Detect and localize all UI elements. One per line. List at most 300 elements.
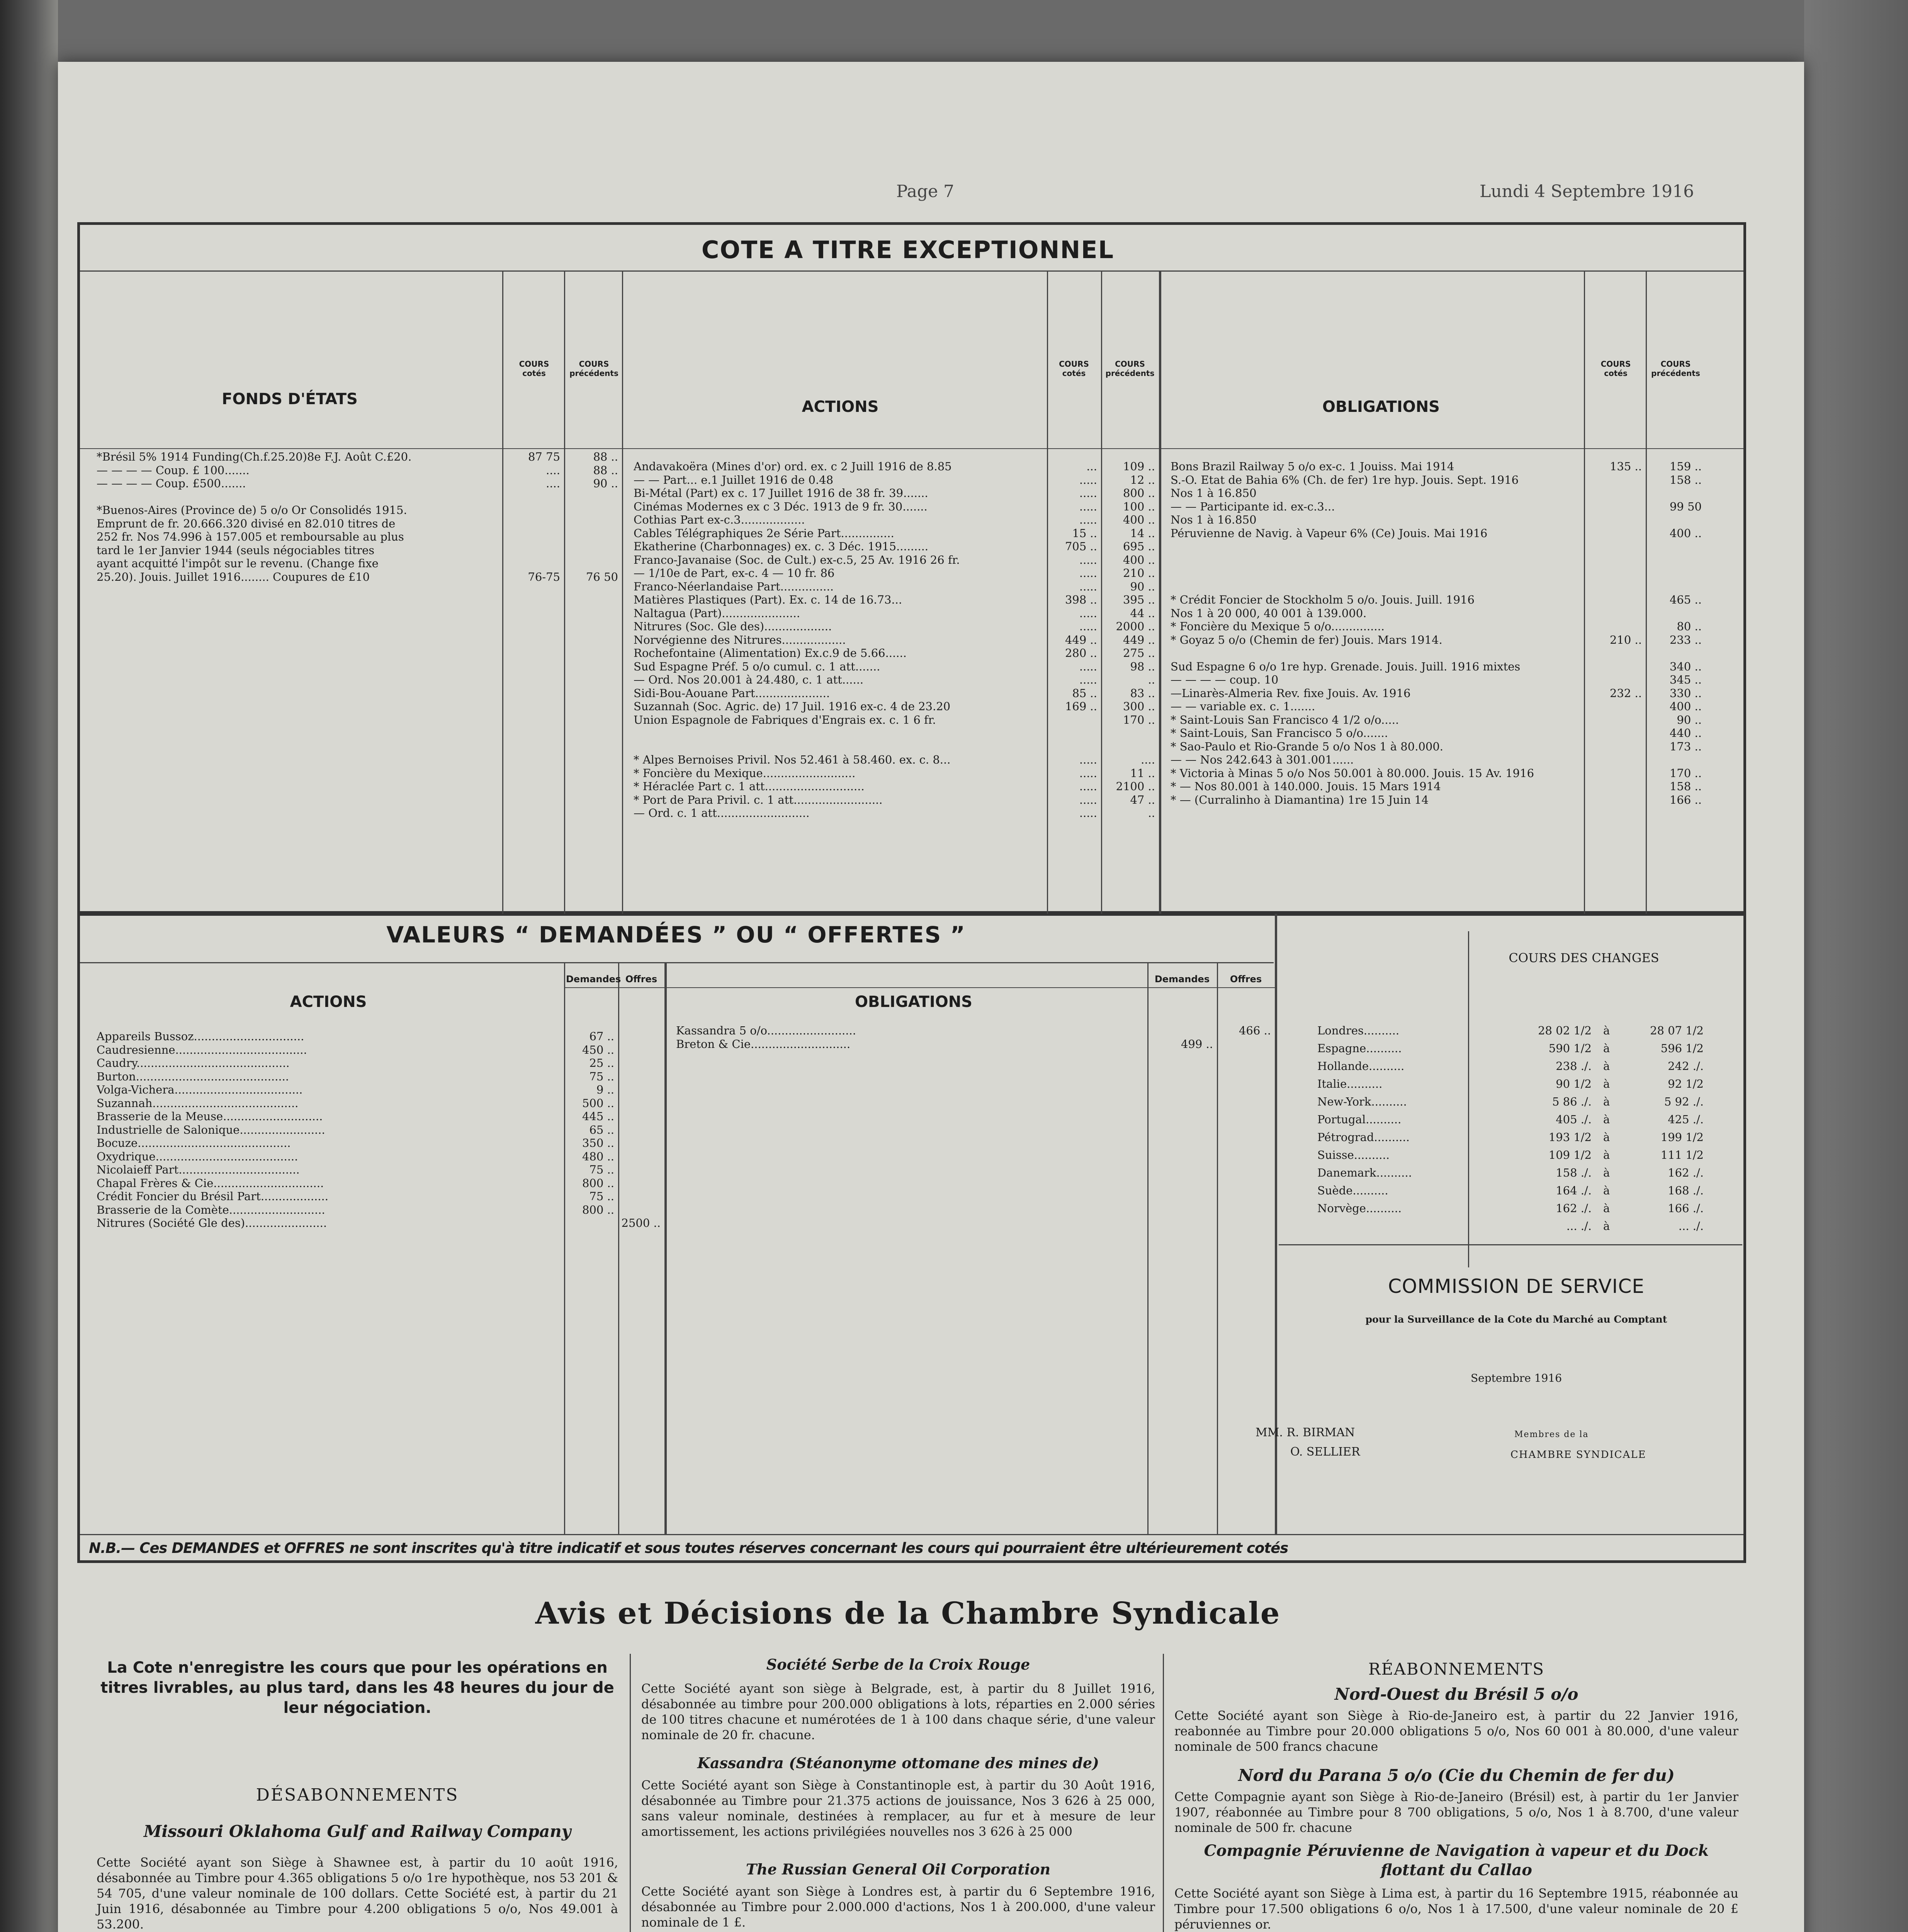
change-ask: 168 ./. [1668,1184,1704,1197]
table-cell [1648,540,1702,553]
change-bid: 590 1/2 [1548,1042,1592,1055]
table-cell: ..... [1079,566,1097,580]
serbe-title: Société Serbe de la Croix Rouge [766,1656,1030,1673]
table-cell [568,490,618,504]
chambre-label: Membres de la [1514,1430,1589,1439]
changes-title: COURS DES CHANGES [1509,951,1659,965]
table-cell [568,557,618,570]
table-cell: — Ord. c. 1 att.......................... [634,806,810,820]
page-number: Page 7 [896,182,955,201]
table-cell: ... [1086,460,1097,473]
table-cell: ayant acquitté l'impôt sur le revenu. (Change fixe [97,557,379,570]
table-cell [1588,673,1642,687]
divider [1275,914,1277,1534]
table-cell [506,557,560,570]
change-row [1294,1148,1738,1166]
table-cell: Volga-Vichera.................................... [97,1083,303,1096]
table-cell [1049,740,1097,753]
table-cell [620,1097,661,1110]
table-cell: 233 .. [1669,633,1702,646]
table-cell: — — variable ex. c. 1....... [1171,700,1315,713]
table-cell: Péruvienne de Navig. à Vapeur 6% (Ce) Jouis. Mai 1916 [1171,526,1488,540]
table-cell [1648,607,1702,620]
scan-background [1804,0,1908,1932]
table-cell [506,517,560,531]
obligations-cotes-column [1588,460,1642,806]
change-bid: 193 1/2 [1548,1131,1592,1144]
table-cell: 15 .. [1072,526,1097,540]
avis-intro: La Cote n'enregistre les cours que pour les opérations en titres livrables, au plus tard, dans les 48 heures du jour de leur négociation. [100,1659,614,1717]
table-cell: * Alpes Bernoises Privil. Nos 52.461 à 58.460. ex. c. 8... [634,753,951,766]
cote-title: COTE A TITRE EXCEPTIONNEL [701,236,1115,264]
table-cell [620,1043,661,1057]
table-cell: 135 .. [1609,460,1642,473]
change-row [1294,1113,1738,1131]
table-cell: Crédit Foncier du Brésil Part................... [97,1190,328,1203]
table-cell: 100 .. [1123,500,1155,513]
table-cell: 398 .. [1065,593,1097,606]
table-cell: 85 .. [1072,686,1097,700]
table-cell: ..... [1079,473,1097,486]
table-cell [620,1203,661,1217]
table-cell: * Victoria à Minas 5 o/o Nos 50.001 à 80.000. Jouis. 15 Av. 1916 [1171,766,1534,780]
divider [564,962,565,1534]
table-cell: Chapal Frères & Cie............................... [97,1176,324,1190]
change-ask: 5 92 ./. [1664,1095,1704,1108]
obligations-list [1171,460,1582,806]
demandes-column [566,1030,614,1230]
table-cell: ..... [1079,580,1097,593]
change-row [1294,1166,1738,1184]
table-cell [568,544,618,557]
table-cell: 232 .. [1609,686,1642,700]
change-ask: 162 ./. [1668,1166,1704,1179]
table-cell: ..... [1079,486,1097,500]
table-cell: ..... [1079,766,1097,780]
table-cell [1588,646,1642,660]
divider [1584,270,1585,914]
table-cell: Oxydrique........................................ [97,1150,298,1163]
table-cell: 166 .. [1669,793,1702,806]
divider [502,270,503,914]
valeurs-demandees-box [77,914,1746,1563]
table-cell: Brasserie de la Meuse............................ [97,1110,323,1123]
table-cell: Burton........................................... [97,1070,289,1083]
table-cell: — — Part... e.1 Juillet 1916 de 0.48 [634,473,834,486]
russian-title: The Russian General Oil Corporation [746,1861,1051,1878]
table-cell: Nos 1 à 16.850 [1171,486,1257,500]
change-bid: 162 ./. [1556,1202,1592,1215]
table-cell [1648,486,1702,500]
obligations-heading: OBLIGATIONS [1322,398,1440,416]
book-binding-shadow [0,0,58,1932]
table-cell [1103,726,1155,740]
table-cell: 170 .. [1669,766,1702,780]
divider [80,448,1743,449]
demandes-label: Demandes [566,974,621,985]
cours-cotes-heading: COURS cotés [1600,359,1631,378]
table-cell [506,544,560,557]
actions-precedents-column [1103,460,1155,820]
table-cell: 25 .. [589,1056,614,1070]
divider [1279,1244,1742,1245]
table-cell [1588,500,1642,514]
table-cell: * Saint-Louis San Francisco 4 1/2 o/o..... [1171,713,1399,726]
table-cell: Nitrures (Soc. Gle des)................... [634,620,832,633]
table-cell: Nicolaieff Part.................................. [97,1163,300,1176]
table-cell: 800 .. [582,1176,614,1190]
table-cell [1588,620,1642,633]
change-a-word: à [1603,1219,1610,1233]
table-cell: Cothias Part ex-c.3.................. [634,513,805,526]
table-cell [1648,566,1702,580]
table-cell: .... [1141,753,1155,766]
table-cell: 350 .. [582,1136,614,1150]
change-ask: ... ./. [1678,1219,1704,1233]
table-cell: .... [546,477,560,490]
commission-title: COMMISSION DE SERVICE [1388,1275,1645,1298]
demandees-actions-list [97,1030,560,1230]
desabonnements-title: DÉSABONNEMENTS [256,1785,459,1805]
table-cell [620,1070,661,1083]
table-cell [568,530,618,544]
table-cell: Suzannah......................................... [97,1096,299,1110]
table-cell: * Foncière du Mexique 5 o/o............... [1171,620,1385,633]
demandees-obligations-heading: OBLIGATIONS [855,993,972,1011]
commission-member-1: MM. R. BIRMAN [1256,1426,1355,1439]
table-cell: 2500 .. [621,1216,661,1230]
kassandra-text: Cette Société ayant son Siège à Constantinople est, à partir du 30 Août 1916, désabonnée au Timbre pour 21.375 actions de jouissance, Nos 3 626 à 25 000, sans valeur nominale, destinées à remplacer, au fur et à mesure de leur amortissement, les actions privilégiées nouvelles nos 3 626 à 25 000 [641,1778,1155,1839]
table-cell [634,740,1045,753]
change-place: New-York.......... [1317,1095,1407,1108]
table-cell [568,503,618,517]
table-cell: 800 .. [582,1203,614,1216]
table-cell [1588,753,1642,767]
table-cell: Suzannah (Soc. Agric. de) 17 Juil. 1916 ex-c. 4 de 23.20 [634,700,951,713]
table-cell: Andavakoëra (Mines d'or) ord. ex. c 2 Juill 1916 de 8.85 [634,460,952,473]
russian-text: Cette Société ayant son Siège à Londres est, à partir du 6 Septembre 1916, désabonnée au Timbre pour 2.000.000 d'actions, Nos 1 à 200.000, d'une valeur nominale de 1 £. [641,1884,1155,1930]
change-row [1294,1202,1738,1219]
table-cell: Rochefontaine (Alimentation) Ex.c.9 de 5.66...... [634,646,907,660]
table-cell [506,530,560,544]
change-place: Suède.......... [1317,1184,1388,1197]
demandees-obligations-list [676,1024,1143,1051]
table-cell: — — Nos 242.643 à 301.001...... [1171,753,1354,766]
table-cell [1588,580,1642,594]
cours-precedents-heading: COURS précédents [1651,359,1700,378]
table-cell: 466 .. [1239,1024,1271,1037]
table-cell: 47 .. [1130,793,1155,806]
table-cell: ..... [1079,660,1097,673]
fonds-etats-heading: FONDS D'ÉTATS [222,390,358,408]
fonds-etats-list [97,450,500,583]
table-cell: 109 .. [1123,460,1155,473]
table-cell: Matières Plastiques (Part). Ex. c. 14 de 16.73... [634,593,902,606]
commission-date: Septembre 1916 [1470,1372,1562,1384]
cours-cotes-heading: COURS cotés [519,359,549,378]
change-row [1294,1042,1738,1060]
table-cell: 280 .. [1065,646,1097,660]
table-cell: 90 .. [593,477,618,490]
offres-label: Offres [1230,974,1262,985]
cours-precedents-heading: COURS précédents [1105,359,1155,378]
change-a-word: à [1603,1095,1610,1108]
divider [80,1534,1743,1535]
table-cell [1588,566,1642,580]
change-ask: 92 1/2 [1668,1077,1704,1090]
table-cell: 395 .. [1123,593,1155,606]
change-bid: 28 02 1/2 [1538,1024,1592,1037]
table-cell: 695 .. [1123,540,1155,553]
table-cell: * — Nos 80.001 à 140.000. Jouis. 15 Mars 1914 [1171,780,1441,793]
table-cell: Nos 1 à 20 000, 40 001 à 139.000. [1171,606,1367,620]
table-cell: — — — — Coup. £ 100....... [97,463,250,477]
table-cell [1588,473,1642,487]
nord-ouest-text: Cette Société ayant son Siège à Rio-de-Janeiro est, à partir du 22 Janvier 1916, reabonnée au Timbre pour 20.000 obligations 5 o/o, Nos 60 001 à 80.000, d'une valeur nominale de 500 francs chacune [1174,1708,1738,1754]
table-cell: Bons Brazil Railway 5 o/o ex-c. 1 Jouiss. Mai 1914 [1171,460,1454,473]
table-cell [1588,767,1642,780]
table-cell: ..... [1079,673,1097,686]
table-cell [620,1030,661,1043]
divider [1646,270,1647,914]
change-bid: 109 1/2 [1548,1148,1592,1162]
table-cell: 98 .. [1130,660,1155,673]
table-cell: 158 .. [1669,780,1702,793]
table-cell [1171,540,1582,553]
table-cell [620,1123,661,1137]
changes-table [1294,1024,1738,1237]
table-cell: 173 .. [1669,740,1702,753]
change-place: Hollande.......... [1317,1060,1405,1073]
table-cell: 88 .. [593,463,618,477]
change-ask: 425 ./. [1668,1113,1704,1126]
table-cell [1648,513,1702,527]
table-cell: 9 .. [596,1083,614,1096]
divider [630,1654,631,1932]
table-cell [1648,580,1702,594]
table-cell: 76 50 [586,570,618,583]
divider [618,962,619,1534]
table-cell [506,503,560,517]
divider [1147,962,1149,1534]
table-cell: Union Espagnole de Fabriques d'Engrais ex. c. 1 6 fr. [634,713,936,726]
table-cell: 252 fr. Nos 74.996 à 157.005 et remboursable au plus [97,530,404,543]
change-row [1294,1095,1738,1113]
change-row [1294,1060,1738,1077]
table-cell [1171,553,1582,567]
table-cell: 80 .. [1677,620,1702,633]
table-cell [1588,700,1642,713]
table-cell: 14 .. [1130,526,1155,540]
table-cell: 158 .. [1669,473,1702,486]
table-cell: 465 .. [1669,593,1702,606]
divider [1163,1654,1164,1932]
change-a-word: à [1603,1060,1610,1073]
peruvienne-title: Compagnie Péruvienne de Navigation à vapeur et du Dock flottant du Callao [1204,1842,1709,1879]
table-cell: 12 .. [1130,473,1155,486]
demandees-title: VALEURS “ DEMANDÉES ” OU “ OFFERTES ” [386,922,966,948]
actions-list [634,460,1045,820]
table-cell: 445 .. [582,1110,614,1123]
table-cell: * Sao-Paulo et Rio-Grande 5 o/o Nos 1 à 80.000. [1171,740,1443,753]
table-cell: 169 .. [1065,700,1097,713]
table-cell: 449 .. [1123,633,1155,646]
change-ask: 166 ./. [1668,1202,1704,1215]
table-cell [1588,593,1642,607]
table-cell: 75 .. [589,1163,614,1176]
table-cell: ..... [1079,753,1097,766]
table-cell [1219,1037,1271,1051]
fonds-cotes-column [506,450,560,583]
obligations-precedents-column [1648,460,1702,806]
table-cell: ..... [1079,620,1097,633]
table-cell: Sud Espagne 6 o/o 1re hyp. Grenade. Jouis. Juill. 1916 mixtes [1171,660,1521,673]
offres-column [1219,1024,1271,1051]
fonds-precedents-column [568,450,618,583]
table-cell: .. [1148,673,1155,686]
table-cell: 170 .. [1123,713,1155,726]
change-place: Pétrograd.......... [1317,1131,1410,1144]
page-date: Lundi 4 Septembre 1916 [1480,182,1694,201]
divider [80,962,1274,963]
table-cell: 11 .. [1130,766,1155,780]
parana-text: Cette Compagnie ayant son Siège à Rio-de-Janeiro (Brésil) est, à partir du 1er Janvier 1907, réabonnée au Timbre pour 8 700 obligations, 5 o/o, Nos 1 à 8.700, d'une valeur nominale de 500 fr. chacune [1174,1789,1738,1835]
table-cell: —Linarès-Almeria Rev. fixe Jouis. Av. 1916 [1171,686,1411,700]
offres-column [620,1030,661,1230]
table-cell: 499 .. [1181,1037,1213,1051]
change-bid: 164 ./. [1556,1184,1592,1197]
change-row [1294,1131,1738,1148]
table-cell: ..... [1079,806,1097,820]
demandes-column [1149,1024,1213,1051]
nb-note: N.B.— Ces DEMANDES et OFFRES ne sont inscrites qu'à titre indicatif et sous toutes réserves concernant les cours qui pourraient être ultérieurement cotés [89,1540,1288,1556]
change-row [1294,1024,1738,1042]
table-cell: 88 .. [593,450,618,463]
table-cell: Franco-Néerlandaise Part............... [634,580,834,593]
divider [565,987,1275,988]
table-cell: .. [1148,806,1155,820]
table-cell: ..... [1079,500,1097,513]
table-cell: .... [546,463,560,477]
table-cell: 330 .. [1669,686,1702,700]
table-cell: *Brésil 5% 1914 Funding(Ch.f.25.20)8e F.J. Août C.£20. [97,450,412,463]
table-cell: 159 .. [1669,460,1702,473]
table-cell: ..... [1079,606,1097,620]
table-cell: Cinémas Modernes ex c 3 Déc. 1913 de 9 fr. 30....... [634,500,928,513]
table-cell: Caudry........................................... [97,1056,290,1070]
table-cell: 300 .. [1123,700,1155,713]
table-cell [1648,553,1702,567]
serbe-text: Cette Société ayant son siège à Belgrade, est, à partir du 8 Juillet 1916, désabonnée au timbre pour 200.000 obligations à lots, réparties en 2.000 séries de 100 titres chacune et numérotées de 1 à 100 dans chaque série, d'une valeur nominale de 20 fr. chacune. [641,1681,1155,1742]
table-cell: — — Participante id. ex-c.3... [1171,500,1335,513]
table-cell: 440 .. [1669,726,1702,740]
table-cell [1588,793,1642,807]
change-a-word: à [1603,1113,1610,1126]
table-cell: 500 .. [582,1096,614,1110]
commission-member-2: O. SELLIER [1290,1445,1360,1459]
missouri-text: Cette Société ayant son Siège à Shawnee est, à partir du 10 août 1916, désabonnée au Timbre pour 4.365 obligations 5 o/o 1re hypothèque, nos 53 201 & 54 705, d'une valeur nominale de 100 dollars. Cette Société est, à partir du 21 Juin 1916, désabonnée au Timbre pour 4.200 obligations 5 o/o, Nos 49.001 à 53.200. [97,1855,618,1932]
table-cell: — 1/10e de Part, ex-c. 4 — 10 fr. 86 [634,566,835,580]
newspaper-page [58,62,1804,1932]
table-cell [97,490,500,504]
table-cell [566,1216,614,1230]
table-cell: Bi-Métal (Part) ex c. 17 Juillet 1916 de 38 fr. 39....... [634,486,928,500]
table-cell: 75 .. [589,1070,614,1083]
table-cell [1588,607,1642,620]
cours-precedents-heading: COURS précédents [569,359,618,378]
table-cell [620,1136,661,1150]
table-cell: Caudresienne..................................... [97,1043,307,1056]
table-cell: Appareils Bussoz............................... [97,1030,304,1043]
table-cell [568,517,618,531]
table-cell: * Goyaz 5 o/o (Chemin de fer) Jouis. Mars 1914. [1171,633,1442,646]
divider [1101,270,1102,914]
change-a-word: à [1603,1024,1610,1037]
table-cell [1588,553,1642,567]
table-cell: 400 .. [1123,513,1155,526]
divider [1047,270,1048,914]
divider [1217,962,1218,1534]
change-ask: 28 07 1/2 [1650,1024,1704,1037]
table-cell: Sidi-Bou-Aouane Part..................... [634,686,830,700]
table-cell: 400 .. [1669,700,1702,713]
table-cell [620,1190,661,1203]
table-cell: * Foncière du Mexique.......................... [634,766,856,780]
table-cell: 90 .. [1130,580,1155,593]
avis-title: Avis et Décisions de la Chambre Syndicale [535,1596,1281,1631]
table-cell: Naltagua (Part)...................... [634,606,800,620]
table-cell: 2000 .. [1116,620,1155,633]
cours-cotes-heading: COURS cotés [1059,359,1089,378]
table-cell: 2100 .. [1116,780,1155,793]
table-cell: Bocuze........................................... [97,1136,291,1150]
change-ask: 242 ./. [1668,1060,1704,1073]
change-a-word: à [1603,1184,1610,1197]
table-cell [1588,713,1642,727]
table-cell [620,1083,661,1097]
table-cell [1588,740,1642,753]
change-bid: 5 86 ./. [1552,1095,1592,1108]
table-cell: ..... [1079,793,1097,806]
change-ask: 111 1/2 [1660,1148,1704,1162]
offres-label: Offres [625,974,658,985]
table-cell: — — — — Coup. £500....... [97,477,246,490]
table-cell [634,726,1045,740]
change-row [1294,1077,1738,1095]
table-cell: Nos 1 à 16.850 [1171,513,1257,526]
table-cell: 87 75 [528,450,560,463]
table-cell: 44 .. [1130,606,1155,620]
chambre-syndicale-label: CHAMBRE SYNDICALE [1510,1449,1646,1461]
change-bid: 90 1/2 [1556,1077,1592,1090]
table-cell: — — — — coup. 10 [1171,673,1279,686]
change-a-word: à [1603,1202,1610,1215]
table-cell: 65 .. [589,1123,614,1136]
table-cell [620,1150,661,1163]
divider [1159,270,1161,914]
change-bid: ... ./. [1566,1219,1592,1233]
commission-subtitle: pour la Surveillance de la Cote du Marché au Comptant [1365,1314,1667,1325]
table-cell: * Port de Para Privil. c. 1 att......................... [634,793,883,806]
table-cell: Kassandra 5 o/o......................... [676,1024,856,1037]
table-cell: Sud Espagne Préf. 5 o/o cumul. c. 1 att....... [634,660,880,673]
table-cell: S.-O. Etat de Bahia 6% (Ch. de fer) 1re hyp. Jouis. Sept. 1916 [1171,473,1519,486]
table-cell: 67 .. [589,1030,614,1043]
table-cell: 480 .. [582,1150,614,1163]
table-cell: *Buenos-Aires (Province de) 5 o/o Or Consolidés 1915. [97,503,407,517]
table-cell [1049,713,1097,727]
table-cell: 25.20). Jouis. Juillet 1916........ Coupures de £10 [97,570,370,583]
